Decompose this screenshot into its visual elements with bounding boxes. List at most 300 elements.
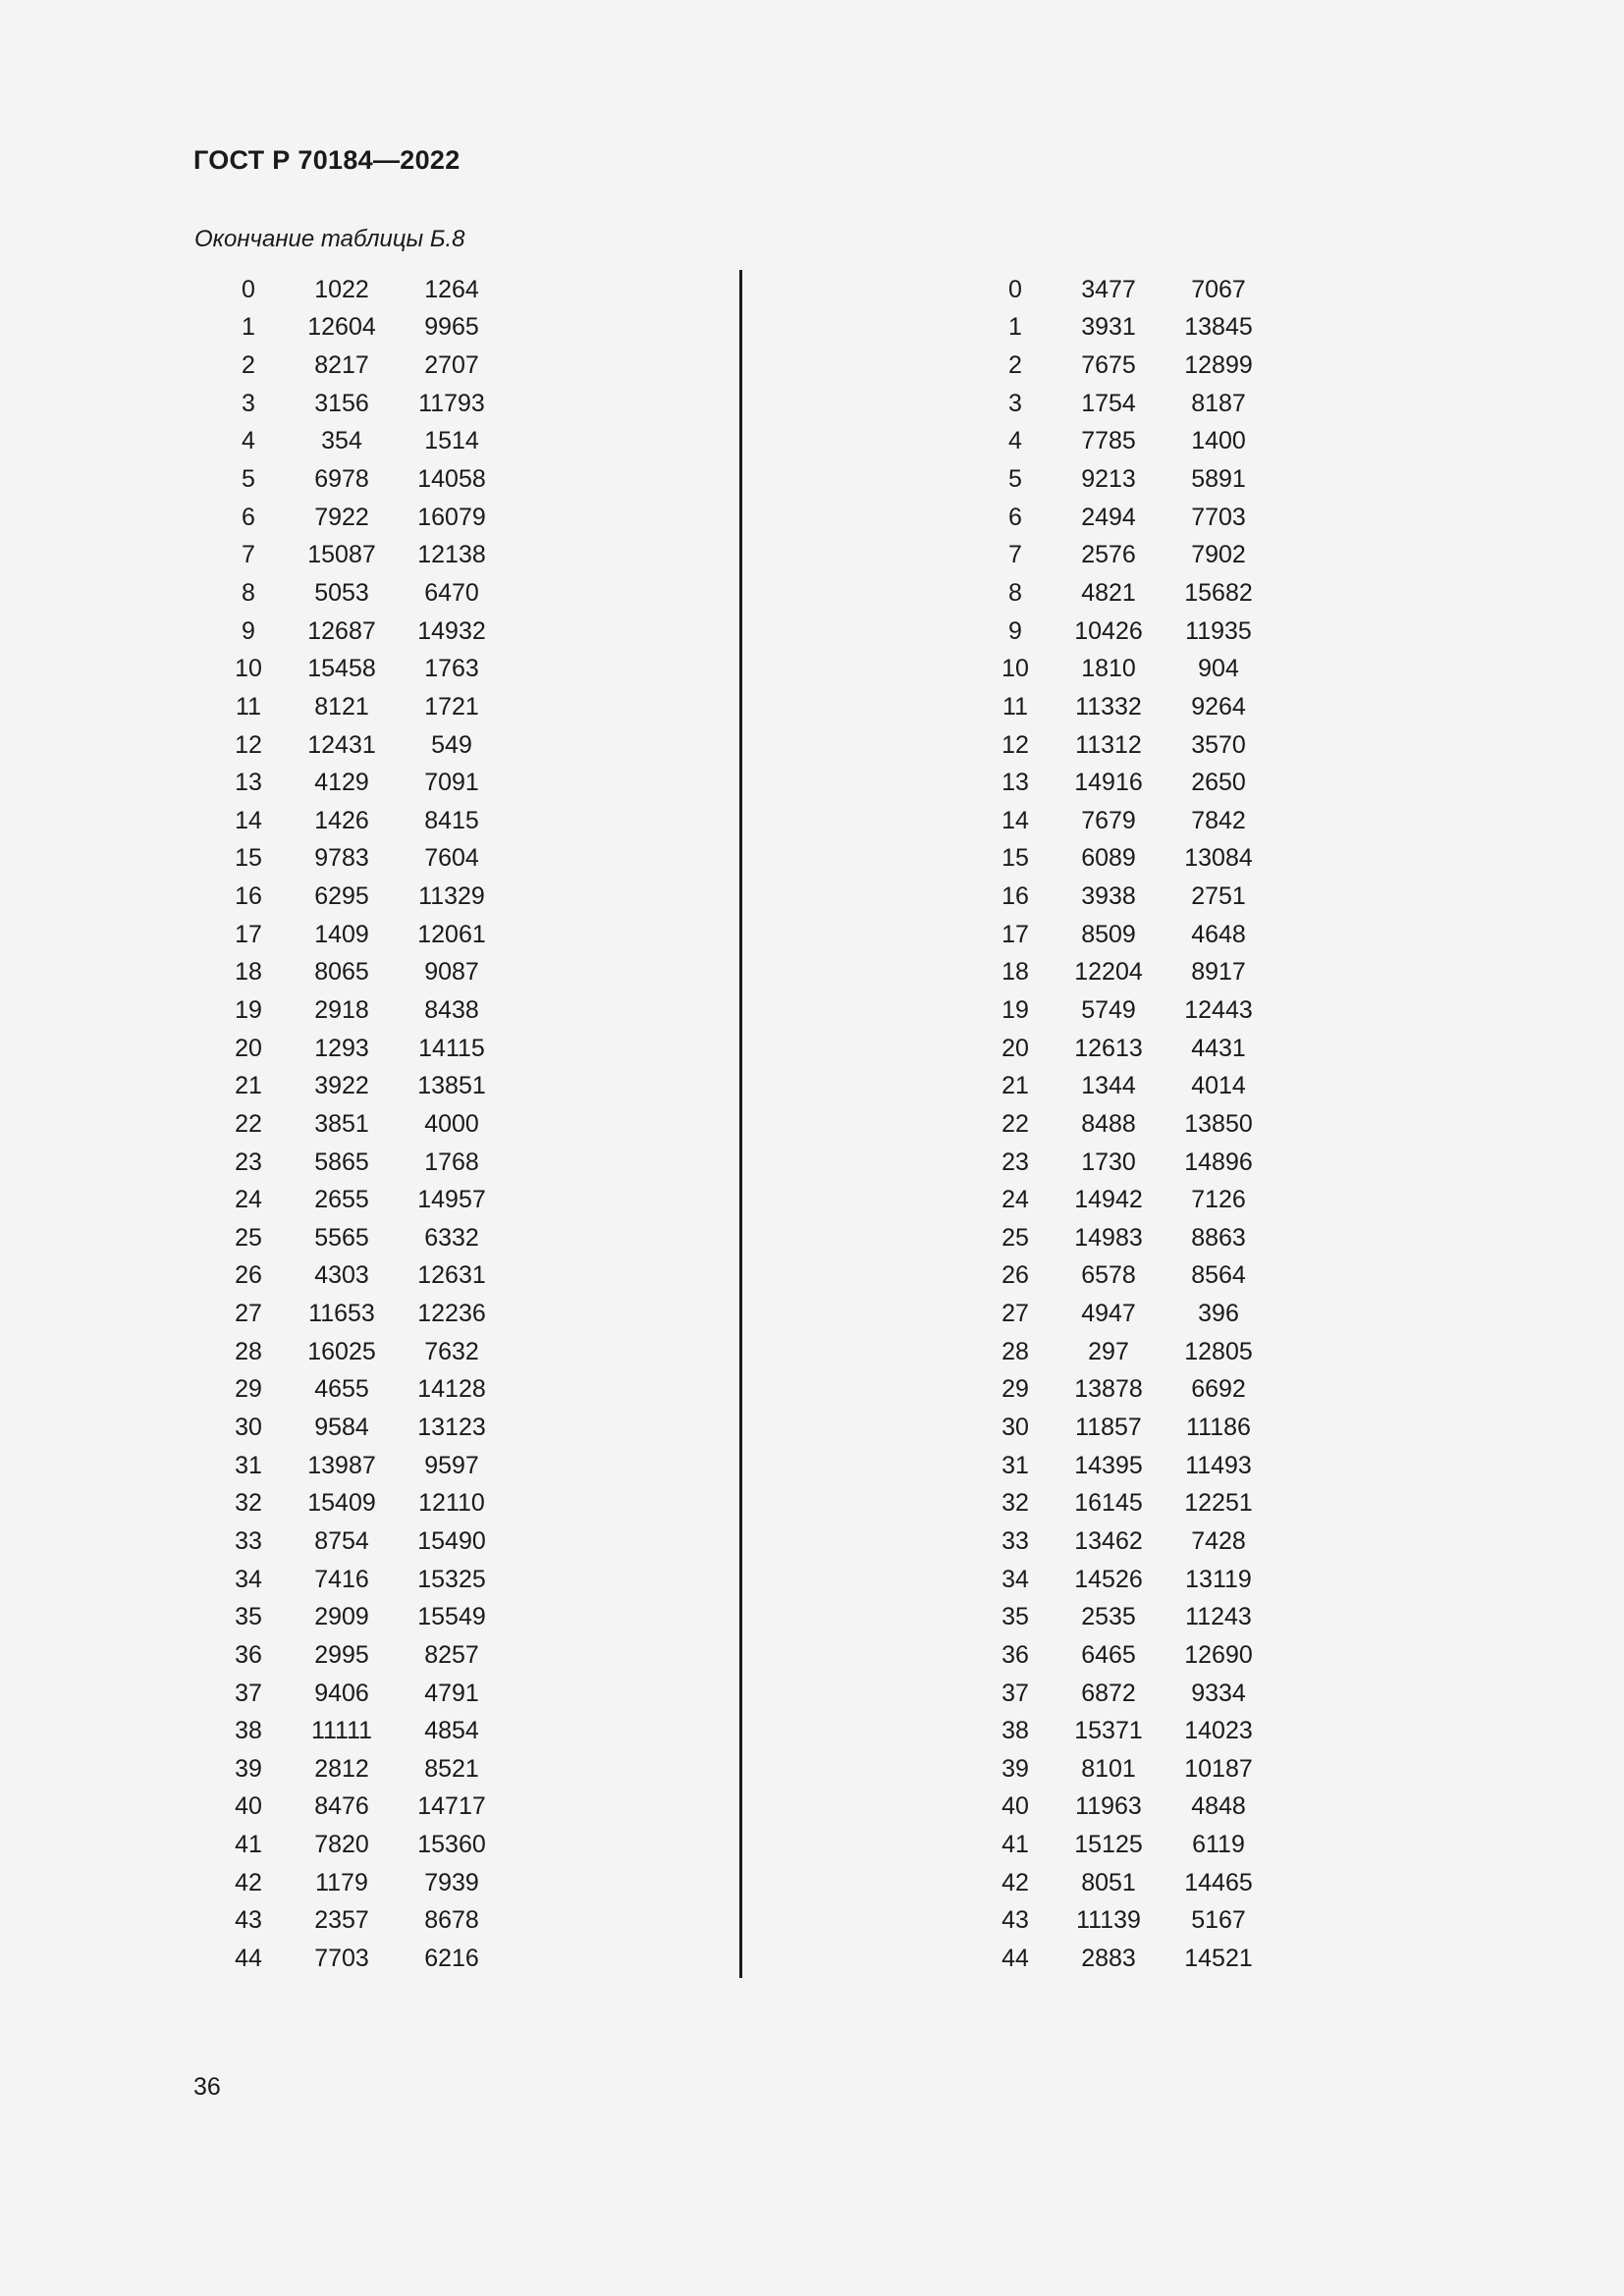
row-index-cell: 2 — [1008, 351, 1022, 380]
value-cell: 11493 — [1185, 1451, 1252, 1479]
table-row — [977, 764, 1273, 802]
row-index-cell: 44 — [235, 1945, 262, 1972]
row-index-cell: 32 — [1001, 1489, 1029, 1518]
row-index-cell: 18 — [235, 958, 262, 987]
value-cell: 2707 — [424, 351, 479, 380]
row-index-cell: 21 — [235, 1072, 262, 1100]
table-row — [977, 1561, 1273, 1599]
value-cell: 7428 — [1191, 1526, 1246, 1555]
table-row — [210, 1067, 507, 1105]
value-cell: 5565 — [314, 1223, 369, 1252]
value-cell: 3477 — [1081, 275, 1136, 303]
value-cell: 5167 — [1191, 1906, 1246, 1935]
value-cell: 14115 — [418, 1034, 485, 1062]
value-cell: 12138 — [417, 541, 486, 569]
value-cell: 2909 — [314, 1603, 369, 1631]
value-cell: 14058 — [417, 465, 486, 494]
value-cell: 12687 — [307, 616, 376, 645]
row-index-cell: 29 — [235, 1375, 262, 1404]
value-cell: 3570 — [1191, 730, 1246, 759]
value-cell: 7679 — [1081, 806, 1136, 834]
value-cell: 13850 — [1184, 1109, 1253, 1138]
row-index-cell: 19 — [1001, 995, 1029, 1024]
row-index-cell: 7 — [1008, 541, 1022, 569]
table-row — [210, 1333, 507, 1371]
table-row — [977, 1447, 1273, 1485]
table-row — [210, 1485, 507, 1523]
table-row — [977, 423, 1273, 461]
row-index-cell: 39 — [1001, 1754, 1029, 1783]
value-cell: 12613 — [1074, 1034, 1143, 1062]
table-row — [210, 1219, 507, 1257]
value-cell: 8217 — [314, 351, 369, 380]
value-cell: 8415 — [424, 806, 479, 834]
value-cell: 14465 — [1184, 1868, 1253, 1896]
value-cell: 2357 — [314, 1906, 369, 1935]
row-index-cell: 11 — [1002, 692, 1028, 721]
row-index-cell: 16 — [235, 882, 262, 911]
value-cell: 1514 — [424, 427, 479, 455]
table-row — [210, 1902, 507, 1941]
row-index-cell: 39 — [235, 1754, 262, 1783]
value-cell: 2918 — [314, 995, 369, 1024]
table-row — [977, 1712, 1273, 1750]
value-cell: 12805 — [1184, 1337, 1253, 1365]
value-cell: 3851 — [314, 1109, 369, 1138]
value-cell: 6470 — [424, 578, 479, 607]
value-cell: 4821 — [1081, 578, 1136, 607]
row-index-cell: 38 — [235, 1717, 262, 1745]
value-cell: 4648 — [1191, 920, 1246, 948]
value-cell: 904 — [1198, 655, 1239, 683]
value-cell: 8476 — [314, 1792, 369, 1821]
table-row — [977, 1485, 1273, 1523]
table-row — [977, 1295, 1273, 1333]
value-cell: 8257 — [424, 1640, 479, 1669]
value-cell: 13851 — [417, 1072, 486, 1100]
row-index-cell: 24 — [1001, 1186, 1029, 1214]
row-index-cell: 32 — [235, 1489, 262, 1518]
row-index-cell: 0 — [242, 275, 255, 303]
table-row — [210, 574, 507, 613]
table-row — [977, 1864, 1273, 1902]
value-cell: 5865 — [314, 1148, 369, 1176]
row-index-cell: 28 — [1001, 1337, 1029, 1365]
value-cell: 6978 — [314, 465, 369, 494]
value-cell: 8509 — [1081, 920, 1136, 948]
table-row — [977, 347, 1273, 385]
table-row — [210, 1447, 507, 1485]
row-index-cell: 43 — [235, 1906, 262, 1935]
row-index-cell: 26 — [1001, 1261, 1029, 1290]
table-row — [977, 1105, 1273, 1144]
value-cell: 11139 — [1076, 1906, 1141, 1935]
value-cell: 9965 — [424, 313, 479, 342]
value-cell: 8121 — [314, 692, 369, 721]
value-cell: 7922 — [314, 503, 369, 531]
value-cell: 5749 — [1081, 995, 1136, 1024]
table-row — [210, 536, 507, 574]
value-cell: 13987 — [307, 1451, 376, 1479]
row-index-cell: 36 — [235, 1640, 262, 1669]
value-cell: 3922 — [314, 1072, 369, 1100]
value-cell: 2535 — [1081, 1603, 1136, 1631]
value-cell: 11935 — [1185, 616, 1252, 645]
value-cell: 7703 — [314, 1945, 369, 1972]
row-index-cell: 31 — [235, 1451, 262, 1479]
table-row — [210, 271, 507, 309]
value-cell: 1426 — [314, 806, 369, 834]
value-cell: 6216 — [424, 1945, 479, 1972]
table-left-half — [210, 271, 507, 1978]
row-index-cell: 28 — [235, 1337, 262, 1365]
row-index-cell: 27 — [235, 1300, 262, 1328]
table-row — [210, 1522, 507, 1561]
table-row — [977, 271, 1273, 309]
value-cell: 2995 — [314, 1640, 369, 1669]
value-cell: 9597 — [424, 1451, 479, 1479]
value-cell: 8051 — [1081, 1868, 1136, 1896]
table-row — [977, 1144, 1273, 1182]
value-cell: 14942 — [1074, 1186, 1143, 1214]
table-row — [210, 499, 507, 537]
row-index-cell: 10 — [1001, 655, 1029, 683]
row-index-cell: 21 — [1001, 1072, 1029, 1100]
row-index-cell: 3 — [242, 389, 255, 417]
table-row — [210, 1144, 507, 1182]
value-cell: 11857 — [1075, 1414, 1142, 1442]
row-index-cell: 26 — [235, 1261, 262, 1290]
row-index-cell: 23 — [1001, 1148, 1029, 1176]
row-index-cell: 29 — [1001, 1375, 1029, 1404]
row-index-cell: 36 — [1001, 1640, 1029, 1669]
value-cell: 4854 — [424, 1717, 479, 1745]
table-row — [977, 840, 1273, 879]
value-cell: 6089 — [1081, 844, 1136, 873]
table-row — [210, 613, 507, 651]
value-cell: 8065 — [314, 958, 369, 987]
row-index-cell: 33 — [235, 1526, 262, 1555]
row-index-cell: 40 — [235, 1792, 262, 1821]
value-cell: 4848 — [1191, 1792, 1246, 1821]
table-row — [977, 1789, 1273, 1827]
row-index-cell: 25 — [1001, 1223, 1029, 1252]
table-row — [210, 688, 507, 726]
value-cell: 9334 — [1191, 1679, 1246, 1707]
table-row — [977, 726, 1273, 765]
table-row — [977, 1333, 1273, 1371]
value-cell: 9783 — [314, 844, 369, 873]
value-cell: 4431 — [1191, 1034, 1246, 1062]
table-row — [977, 1750, 1273, 1789]
table-row — [977, 688, 1273, 726]
page-number: 36 — [193, 2073, 221, 2101]
row-index-cell: 31 — [1001, 1451, 1029, 1479]
row-index-cell: 23 — [235, 1148, 262, 1176]
value-cell: 396 — [1198, 1300, 1239, 1328]
value-cell: 7416 — [314, 1565, 369, 1593]
value-cell: 11329 — [418, 882, 485, 911]
value-cell: 13123 — [417, 1414, 486, 1442]
value-cell: 13462 — [1074, 1526, 1143, 1555]
row-index-cell: 16 — [1001, 882, 1029, 911]
row-index-cell: 8 — [1008, 578, 1022, 607]
row-index-cell: 7 — [242, 541, 255, 569]
table-row — [977, 991, 1273, 1030]
row-index-cell: 11 — [236, 692, 261, 721]
value-cell: 297 — [1088, 1337, 1129, 1365]
table-row — [210, 1598, 507, 1636]
row-index-cell: 43 — [1001, 1906, 1029, 1935]
value-cell: 15409 — [307, 1489, 376, 1518]
value-cell: 1409 — [314, 920, 369, 948]
table-row — [977, 613, 1273, 651]
table-row — [210, 764, 507, 802]
value-cell: 16079 — [417, 503, 486, 531]
table-row — [977, 574, 1273, 613]
row-index-cell: 13 — [1001, 769, 1029, 797]
table-row — [210, 916, 507, 954]
value-cell: 8521 — [424, 1754, 479, 1783]
value-cell: 7902 — [1191, 541, 1246, 569]
value-cell: 12443 — [1184, 995, 1253, 1024]
row-index-cell: 35 — [1001, 1603, 1029, 1631]
value-cell: 15371 — [1074, 1717, 1143, 1745]
row-index-cell: 12 — [235, 730, 262, 759]
table-row — [977, 460, 1273, 499]
value-cell: 15490 — [417, 1526, 486, 1555]
row-index-cell: 38 — [1001, 1717, 1029, 1745]
value-cell: 1730 — [1081, 1148, 1136, 1176]
table-row — [210, 1295, 507, 1333]
value-cell: 4791 — [424, 1679, 479, 1707]
table-row — [977, 1371, 1273, 1410]
row-index-cell: 24 — [235, 1186, 262, 1214]
value-cell: 14983 — [1074, 1223, 1143, 1252]
value-cell: 12899 — [1184, 351, 1253, 380]
table-row — [210, 726, 507, 765]
value-cell: 6872 — [1081, 1679, 1136, 1707]
table-row — [977, 1598, 1273, 1636]
value-cell: 11111 — [310, 1717, 373, 1745]
value-cell: 13119 — [1185, 1565, 1252, 1593]
table-row — [977, 1902, 1273, 1941]
table-row — [977, 385, 1273, 423]
row-index-cell: 3 — [1008, 389, 1022, 417]
row-index-cell: 22 — [1001, 1109, 1029, 1138]
value-cell: 3938 — [1081, 882, 1136, 911]
value-cell: 15549 — [417, 1603, 486, 1631]
value-cell: 2494 — [1081, 503, 1136, 531]
row-index-cell: 20 — [1001, 1034, 1029, 1062]
row-index-cell: 15 — [235, 844, 262, 873]
value-cell: 15458 — [307, 655, 376, 683]
value-cell: 14128 — [417, 1375, 486, 1404]
table-row — [210, 1371, 507, 1410]
table-row — [210, 1940, 507, 1978]
row-index-cell: 27 — [1001, 1300, 1029, 1328]
row-index-cell: 37 — [1001, 1679, 1029, 1707]
table-row — [977, 1409, 1273, 1447]
value-cell: 9087 — [424, 958, 479, 987]
row-index-cell: 34 — [235, 1565, 262, 1593]
table-row — [210, 460, 507, 499]
row-index-cell: 14 — [1001, 806, 1029, 834]
table-row — [977, 499, 1273, 537]
table-row — [210, 954, 507, 992]
value-cell: 6295 — [314, 882, 369, 911]
table-row — [210, 423, 507, 461]
row-index-cell: 4 — [242, 427, 255, 455]
value-cell: 2576 — [1081, 541, 1136, 569]
value-cell: 5891 — [1191, 465, 1246, 494]
value-cell: 14023 — [1184, 1717, 1253, 1745]
value-cell: 11963 — [1075, 1792, 1142, 1821]
row-index-cell: 34 — [1001, 1565, 1029, 1593]
row-index-cell: 42 — [235, 1868, 262, 1896]
value-cell: 7820 — [314, 1831, 369, 1859]
row-index-cell: 0 — [1008, 275, 1022, 303]
row-index-cell: 6 — [1008, 503, 1022, 531]
value-cell: 7842 — [1191, 806, 1246, 834]
value-cell: 8863 — [1191, 1223, 1246, 1252]
row-index-cell: 10 — [235, 655, 262, 683]
row-index-cell: 22 — [235, 1109, 262, 1138]
value-cell: 1179 — [315, 1868, 368, 1896]
table-row — [210, 347, 507, 385]
value-cell: 549 — [431, 730, 472, 759]
value-cell: 1400 — [1191, 427, 1246, 455]
table-caption: Окончание таблицы Б.8 — [194, 226, 465, 252]
table-row — [210, 650, 507, 688]
row-index-cell: 20 — [235, 1034, 262, 1062]
row-index-cell: 17 — [1001, 920, 1029, 948]
value-cell: 6578 — [1081, 1261, 1136, 1290]
row-index-cell: 13 — [235, 769, 262, 797]
table-row — [210, 878, 507, 916]
table-row — [210, 1409, 507, 1447]
value-cell: 8488 — [1081, 1109, 1136, 1138]
value-cell: 12110 — [418, 1489, 485, 1518]
value-cell: 16025 — [307, 1337, 376, 1365]
value-cell: 1344 — [1081, 1072, 1136, 1100]
value-cell: 11332 — [1075, 692, 1142, 721]
value-cell: 4947 — [1081, 1300, 1136, 1328]
row-index-cell: 1 — [1008, 313, 1022, 342]
value-cell: 12251 — [1184, 1489, 1253, 1518]
value-cell: 12604 — [307, 313, 376, 342]
value-cell: 11186 — [1186, 1414, 1251, 1442]
row-index-cell: 42 — [1001, 1868, 1029, 1896]
table-row — [210, 385, 507, 423]
row-index-cell: 5 — [1008, 465, 1022, 494]
value-cell: 2650 — [1191, 769, 1246, 797]
value-cell: 14717 — [417, 1792, 486, 1821]
value-cell: 8438 — [424, 995, 479, 1024]
value-cell: 1754 — [1081, 389, 1136, 417]
row-index-cell: 30 — [235, 1414, 262, 1442]
table-row — [210, 1712, 507, 1750]
value-cell: 354 — [321, 427, 362, 455]
row-index-cell: 35 — [235, 1603, 262, 1631]
value-cell: 7675 — [1081, 351, 1136, 380]
row-index-cell: 14 — [235, 806, 262, 834]
table-row — [977, 802, 1273, 840]
value-cell: 15682 — [1184, 578, 1253, 607]
row-index-cell: 33 — [1001, 1526, 1029, 1555]
value-cell: 11312 — [1075, 730, 1142, 759]
row-index-cell: 12 — [1001, 730, 1029, 759]
table-row — [210, 1789, 507, 1827]
value-cell: 4129 — [314, 769, 369, 797]
value-cell: 7785 — [1081, 427, 1136, 455]
value-cell: 3931 — [1081, 313, 1136, 342]
value-cell: 2812 — [314, 1754, 369, 1783]
table-right-half — [977, 271, 1273, 1978]
value-cell: 8187 — [1191, 389, 1246, 417]
value-cell: 1810 — [1081, 655, 1136, 683]
value-cell: 13878 — [1074, 1375, 1143, 1404]
value-cell: 14916 — [1074, 769, 1143, 797]
value-cell: 11793 — [418, 389, 485, 417]
row-index-cell: 41 — [1001, 1831, 1029, 1859]
value-cell: 7091 — [424, 769, 479, 797]
value-cell: 15325 — [417, 1565, 486, 1593]
row-index-cell: 18 — [1001, 958, 1029, 987]
value-cell: 15125 — [1074, 1831, 1143, 1859]
row-index-cell: 4 — [1008, 427, 1022, 455]
document-header: ГОСТ Р 70184—2022 — [193, 145, 460, 175]
value-cell: 4303 — [314, 1261, 369, 1290]
value-cell: 6119 — [1192, 1831, 1245, 1859]
table-row — [977, 309, 1273, 347]
row-index-cell: 17 — [235, 920, 262, 948]
row-index-cell: 44 — [1001, 1945, 1029, 1972]
table-row — [977, 1181, 1273, 1219]
value-cell: 1264 — [424, 275, 479, 303]
value-cell: 2883 — [1081, 1945, 1136, 1972]
value-cell: 7939 — [424, 1868, 479, 1896]
value-cell: 14521 — [1184, 1945, 1253, 1972]
value-cell: 3156 — [314, 389, 369, 417]
table-row — [977, 1522, 1273, 1561]
table-row — [210, 1826, 507, 1864]
value-cell: 8678 — [424, 1906, 479, 1935]
value-cell: 4014 — [1191, 1072, 1246, 1100]
value-cell: 5053 — [314, 578, 369, 607]
value-cell: 9406 — [314, 1679, 369, 1707]
table-row — [977, 1030, 1273, 1068]
value-cell: 8101 — [1081, 1754, 1136, 1783]
table-row — [210, 1030, 507, 1068]
table-row — [977, 1675, 1273, 1713]
value-cell: 9264 — [1191, 692, 1246, 721]
column-divider — [739, 270, 742, 1978]
row-index-cell: 30 — [1001, 1414, 1029, 1442]
row-index-cell: 41 — [235, 1831, 262, 1859]
value-cell: 15087 — [307, 541, 376, 569]
value-cell: 6465 — [1081, 1640, 1136, 1669]
value-cell: 12431 — [307, 730, 376, 759]
table-row — [210, 991, 507, 1030]
value-cell: 6332 — [424, 1223, 479, 1252]
table-row — [977, 1067, 1273, 1105]
table-row — [210, 1105, 507, 1144]
table-row — [977, 536, 1273, 574]
value-cell: 7126 — [1191, 1186, 1246, 1214]
row-index-cell: 15 — [1001, 844, 1029, 873]
value-cell: 10187 — [1184, 1754, 1253, 1783]
